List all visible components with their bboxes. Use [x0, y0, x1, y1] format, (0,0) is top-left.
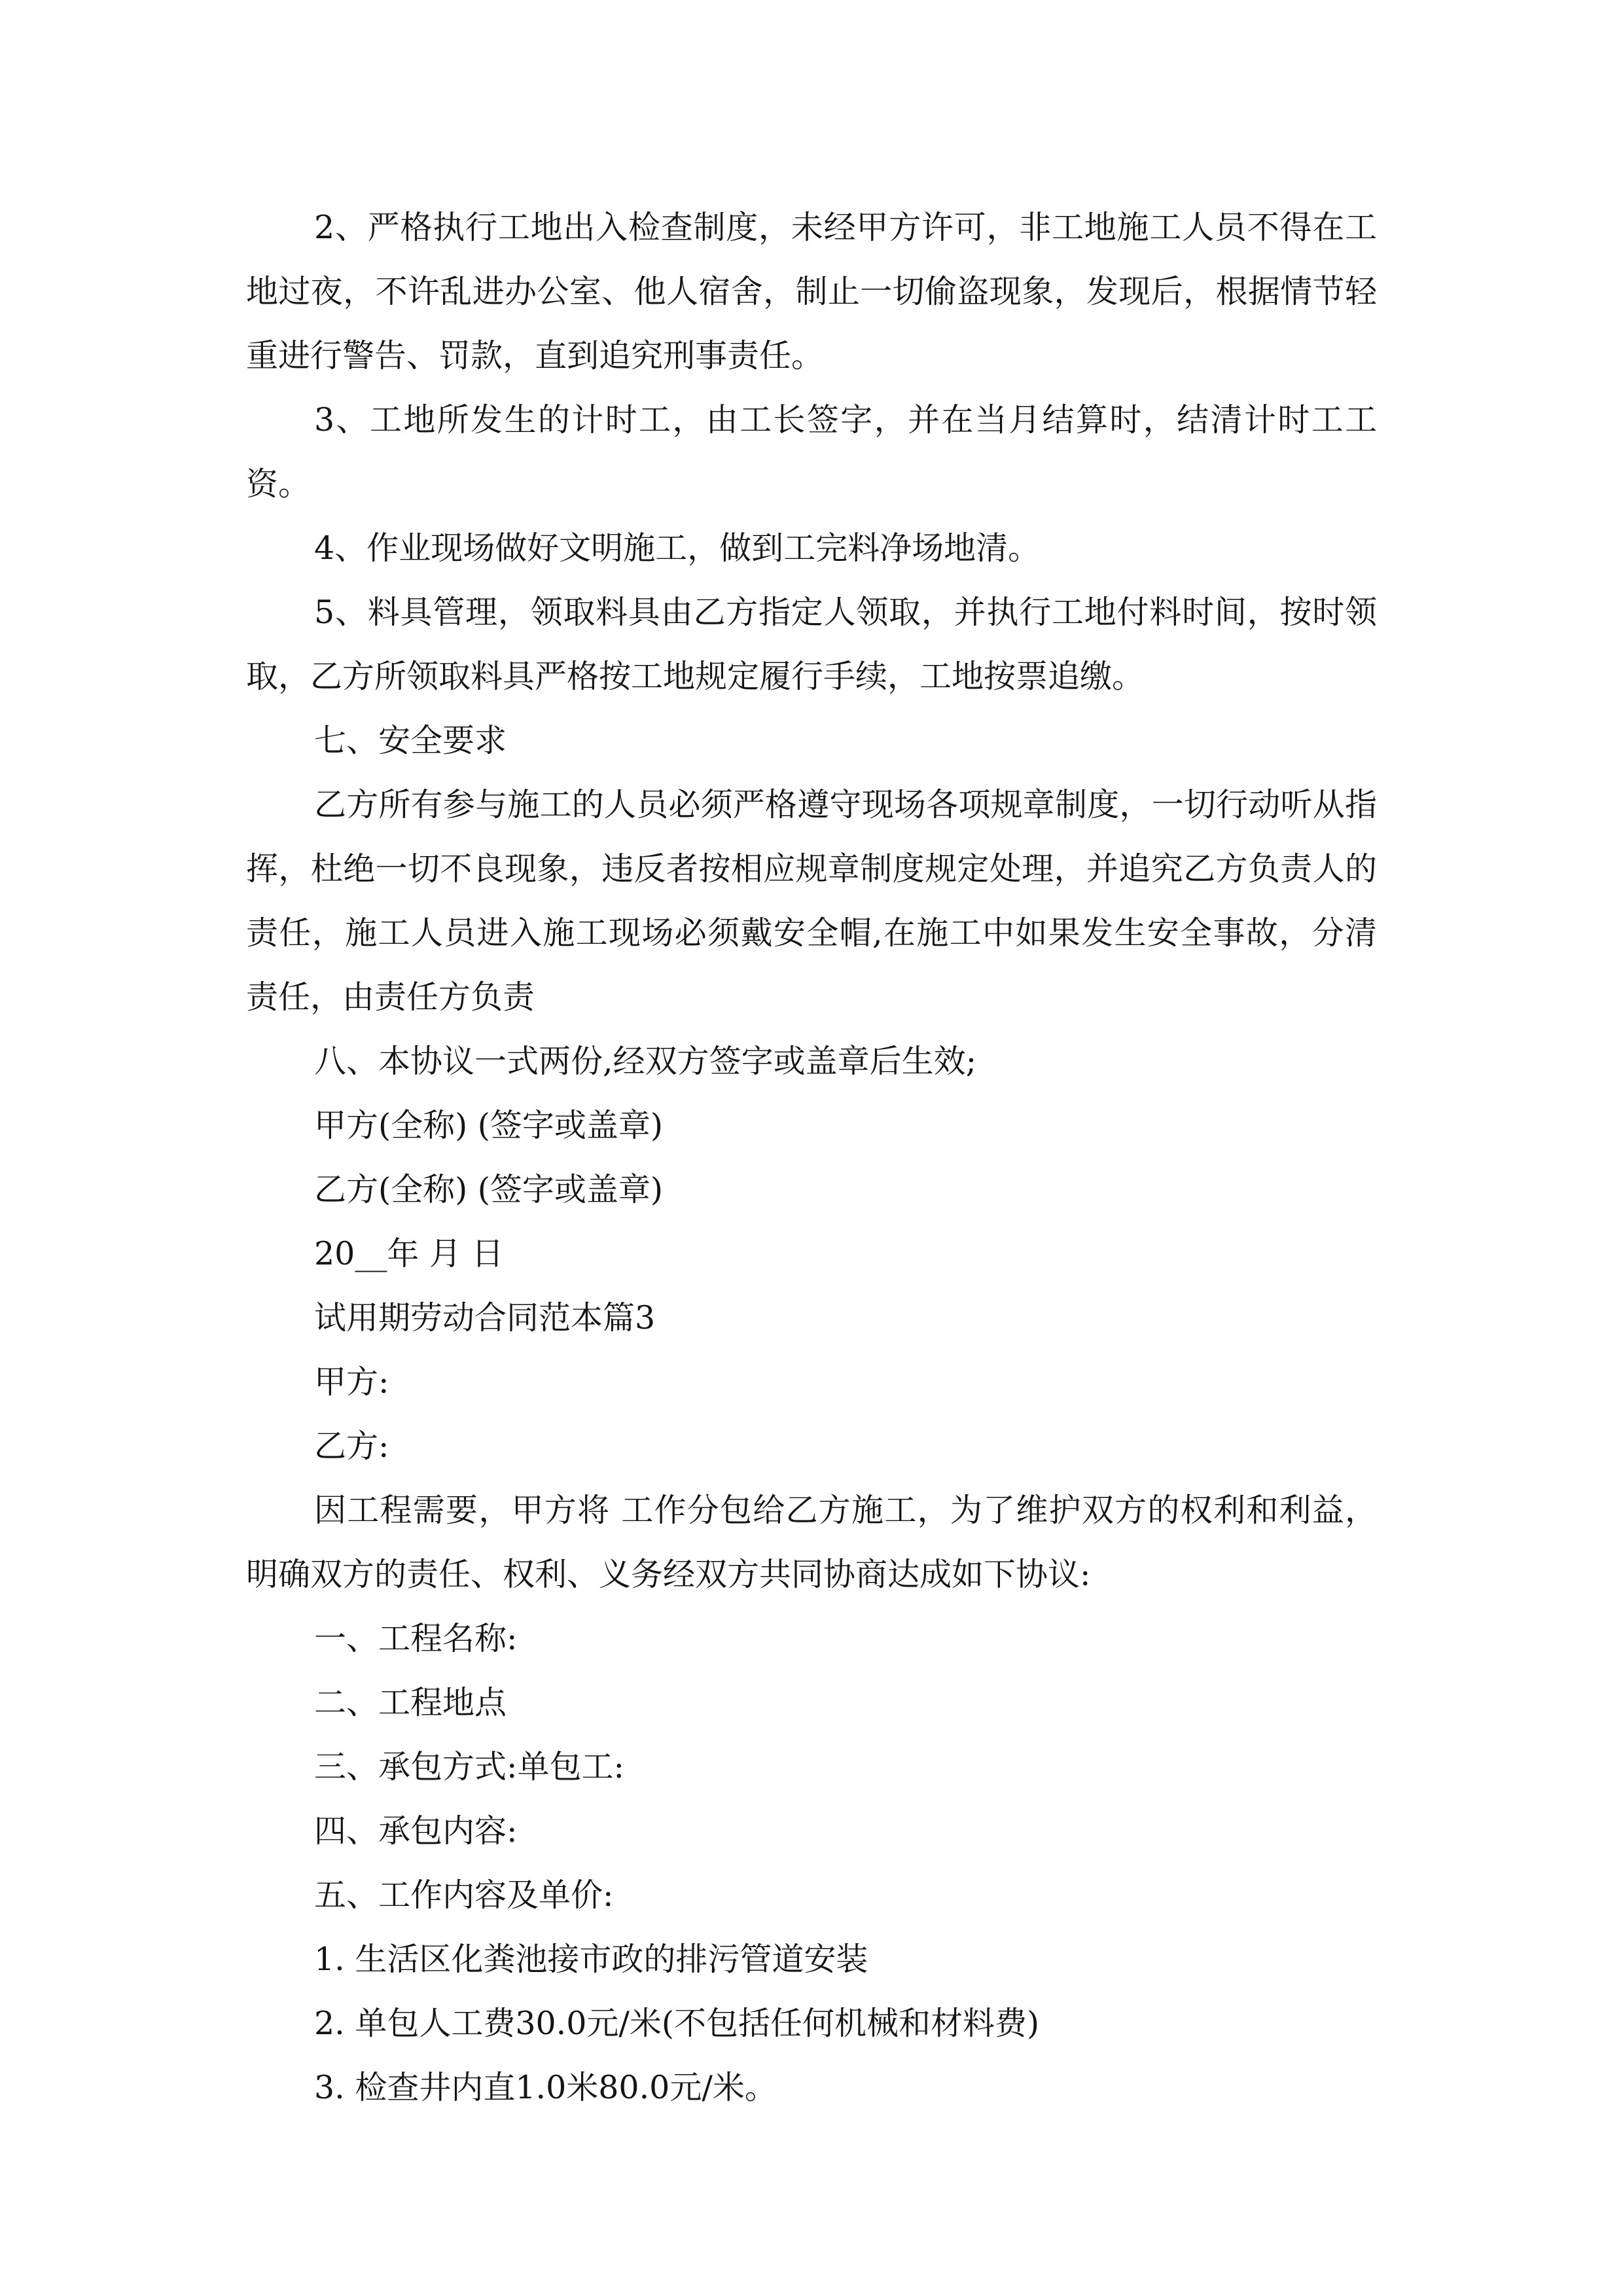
item-work-and-price: 五、工作内容及单价:: [314, 1876, 614, 1914]
party-a-signature-line: 甲方(全称) (签字或盖章): [314, 1107, 664, 1144]
party-b-line: 乙方:: [314, 1427, 389, 1465]
document-body: [246, 196, 1377, 2120]
section-heading-effect: 八、本协议一式两份,经双方签字或盖章后生效;: [314, 1043, 977, 1080]
paragraph-safety: 乙方所有参与施工的人员必须严格遵守现场各项规章制度，一切行动听从指挥，杜绝一切不良现象，违反者按相应规章制度规定处理，并追究乙方负责人的责任，施工人员进入施工现场必须戴安全帽,在施工中如果发生安全事故，分清责任，由责任方负责: [246, 786, 1377, 1016]
party-a-line: 甲方:: [314, 1363, 389, 1401]
paragraph-clause-3: 3、工地所发生的计时工，由工长签字，并在当月结算时，结清计时工工资。: [246, 401, 1377, 503]
paragraph-preamble: 因工程需要，甲方将 工作分包给乙方施工，为了维护双方的权利和利益，明确双方的责任、权利、义务经双方共同协商达成如下协议:: [246, 1492, 1377, 1593]
list-item-2: 2. 单包人工费30.0元/米(不包括任何机械和材料费): [314, 2005, 1040, 2042]
item-project-location: 二、工程地点: [314, 1684, 507, 1721]
section-heading-safety: 七、安全要求: [314, 722, 507, 759]
party-b-signature-line: 乙方(全称) (签字或盖章): [314, 1171, 664, 1208]
paragraph-clause-2: 2、严格执行工地出入检查制度，未经甲方许可，非工地施工人员不得在工地过夜，不许乱进办公室、他人宿舍，制止一切偷盗现象，发现后，根据情节轻重进行警告、罚款，直到追究刑事责任。: [246, 209, 1377, 374]
item-contract-content: 四、承包内容:: [314, 1812, 518, 1850]
paragraph-clause-4: 4、作业现场做好文明施工，做到工完料净场地清。: [314, 529, 1041, 567]
date-line: 20__年 月 日: [314, 1235, 504, 1272]
item-project-name: 一、工程名称:: [314, 1620, 518, 1657]
contract-title: 试用期劳动合同范本篇3: [314, 1299, 656, 1336]
list-item-3: 3. 检查井内直1.0米80.0元/米。: [314, 2069, 777, 2106]
item-contract-method: 三、承包方式:单包工:: [314, 1748, 625, 1785]
paragraph-clause-5: 5、料具管理，领取料具由乙方指定人领取，并执行工地付料时间，按时领取，乙方所领取料具严格按工地规定履行手续，工地按票追缴。: [246, 594, 1377, 695]
list-item-1: 1. 生活区化粪池接市政的排污管道安装: [314, 1941, 868, 1978]
